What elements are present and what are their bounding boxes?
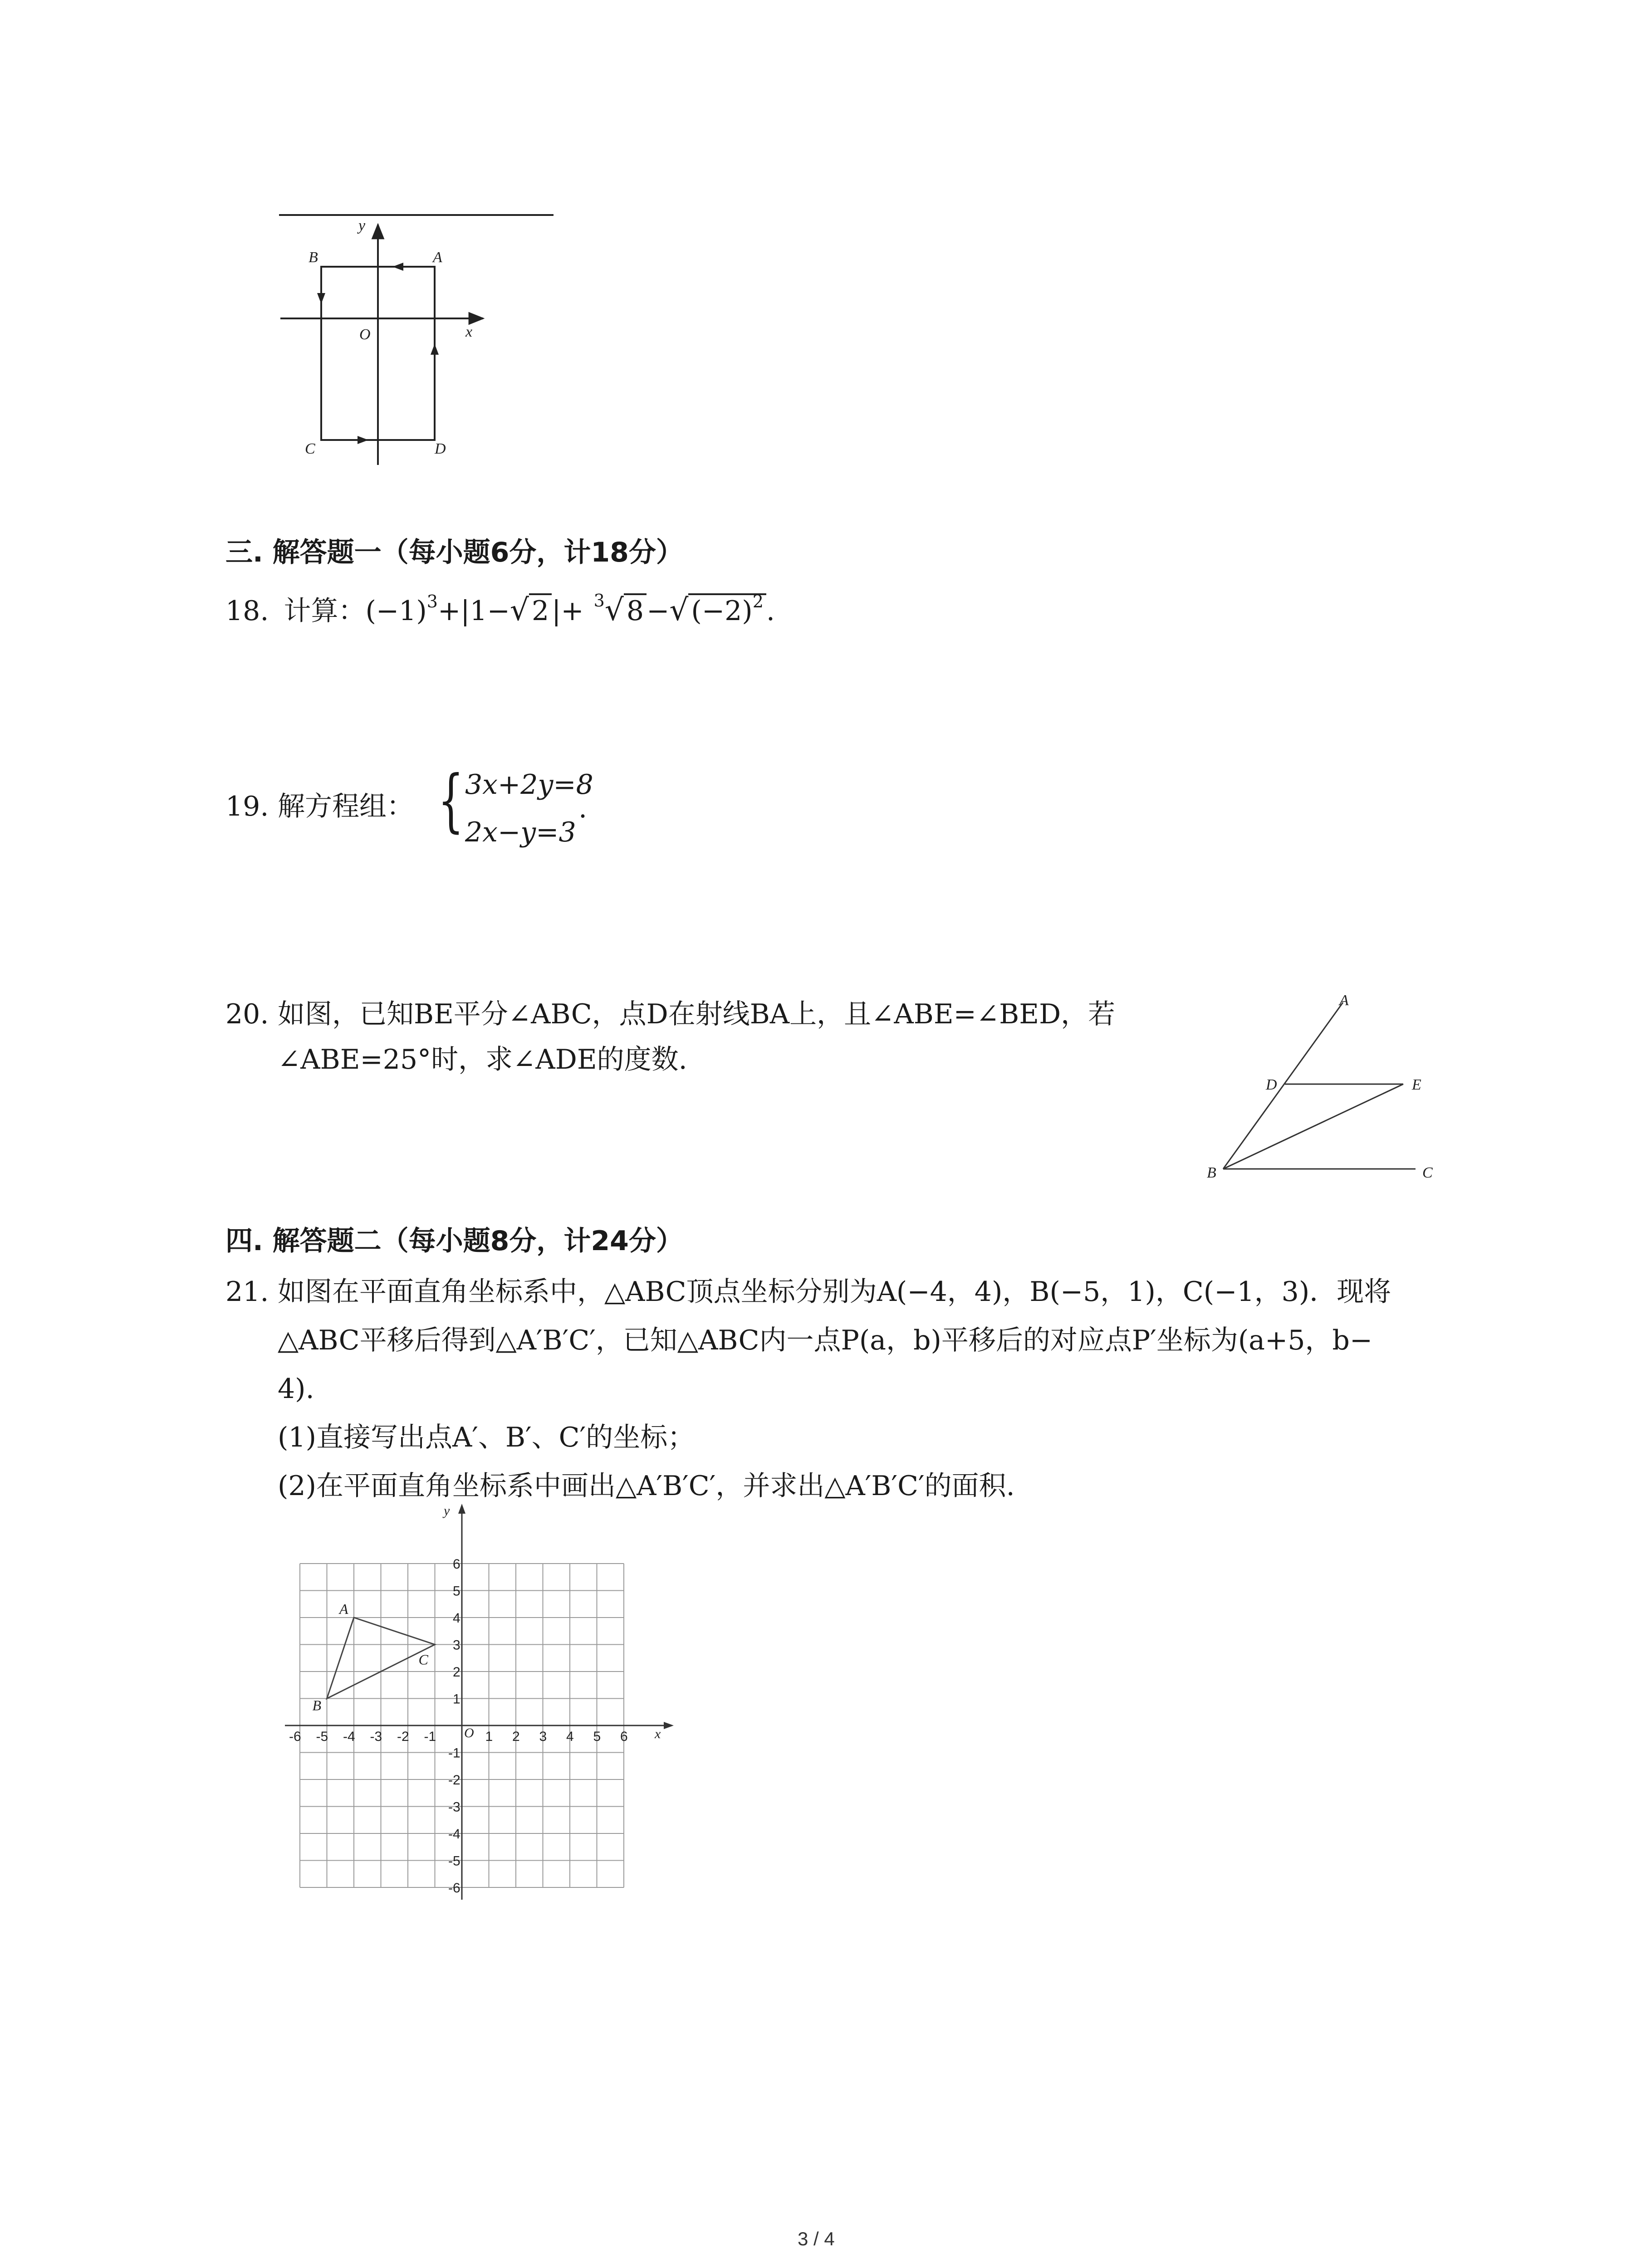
- q21-line-3: 4).: [278, 1373, 314, 1405]
- grid-label-O: O: [464, 1725, 474, 1740]
- grid-y-tick-label: 2: [453, 1665, 460, 1680]
- q18-end: .: [766, 595, 775, 627]
- arrow-C-to-D: [358, 436, 368, 444]
- q20-line-2: ∠ABE=25°时，求∠ADE的度数.: [278, 1044, 687, 1075]
- sqrt-icon: √: [509, 592, 529, 627]
- arrow-B-to-C: [317, 293, 325, 304]
- fig17-label-A: A: [433, 249, 442, 266]
- fig17-label-O: O: [359, 326, 371, 343]
- grid-y-tick-label: -2: [448, 1773, 460, 1788]
- grid-x-tick-labels: [289, 1729, 628, 1744]
- grid-x-tick-label: 5: [593, 1729, 601, 1744]
- q21-line-1: 如图在平面直角坐标系中，△ABC顶点坐标分别为A(−4，4)，B(−5，1)，C(−1，3)．现将: [278, 1276, 1391, 1308]
- grid-x-tick-label: 6: [620, 1729, 628, 1744]
- grid-x-tick-label: -1: [424, 1729, 436, 1744]
- fig20-label-A: A: [1339, 992, 1349, 1009]
- q19-end: .: [578, 792, 588, 824]
- fig17-label-y: y: [358, 217, 366, 234]
- q21-line-2: △ABC平移后得到△A′B′C′，已知△ABC内一点P(a，b)平移后的对应点P′坐标为(a+5，b−: [278, 1325, 1373, 1356]
- fig20-label-B: B: [1207, 1164, 1216, 1181]
- q21-number: 21.: [225, 1276, 269, 1308]
- grid-y-tick-label: -6: [448, 1881, 460, 1896]
- q20-line-1: 如图，已知BE平分∠ABC，点D在射线BA上，且∠ABE=∠BED，若: [278, 998, 1116, 1030]
- q19-equation-1: 3x+2y=8: [465, 769, 593, 801]
- arrow-D-to-A: [431, 344, 439, 355]
- grid-y-tick-label: -1: [448, 1745, 460, 1761]
- grid-x-tick-label: 2: [512, 1729, 520, 1744]
- page-number: 3 / 4: [798, 2228, 835, 2249]
- grid-x-tick-label: 1: [485, 1729, 493, 1744]
- grid-y-tick-label: 5: [453, 1584, 460, 1599]
- grid-x-tick-label: 4: [566, 1729, 574, 1744]
- q18-term1: (−1): [365, 595, 427, 627]
- figure-20-angle: [1189, 989, 1479, 1188]
- figure-21-coordinate-grid: [272, 1497, 681, 1905]
- q20-number: 20.: [225, 998, 269, 1030]
- sqrt-icon: √: [604, 592, 624, 627]
- grid-x-axis-arrow-icon: [664, 1722, 674, 1729]
- q21-part-1: (1)直接写出点A′、B′、C′的坐标；: [278, 1422, 695, 1453]
- figure-17-rectangle-path: [263, 200, 581, 472]
- fig17-label-x: x: [465, 323, 473, 340]
- q18-prefix: 计算：: [284, 595, 366, 627]
- grid-x-tick-label: -2: [397, 1729, 409, 1744]
- q18-term4-radicand: (−2): [691, 595, 753, 627]
- grid-x-tick-label: -3: [370, 1729, 382, 1744]
- fig17-label-B: B: [309, 249, 318, 266]
- q18-term4-minus: −: [647, 595, 670, 627]
- ray-BA: [1223, 1002, 1343, 1169]
- segment-BE: [1223, 1084, 1403, 1169]
- grid-y-tick-label: 1: [453, 1691, 460, 1707]
- grid-x-tick-label: -4: [343, 1729, 355, 1744]
- section-3-heading: 三. 解答题一（每小题6分，计18分）: [225, 537, 683, 568]
- grid-label-x: x: [655, 1726, 661, 1741]
- vertex-label-C: C: [418, 1651, 428, 1668]
- grid-y-tick-label: -4: [448, 1827, 460, 1842]
- q19-equation-2: 2x−y=3: [465, 816, 576, 848]
- grid-x-tick-label: 3: [539, 1729, 547, 1744]
- grid-x-tick-label: -5: [316, 1729, 328, 1744]
- fig20-label-E: E: [1412, 1076, 1421, 1093]
- q18-number: 18.: [225, 595, 269, 627]
- grid-y-axis-arrow-icon: [458, 1504, 465, 1514]
- arrow-A-to-B: [392, 263, 403, 271]
- q18-term2: +|1−: [437, 595, 510, 627]
- grid-x-tick-label: -6: [289, 1729, 301, 1744]
- fig20-label-D: D: [1266, 1076, 1277, 1093]
- question-18: [225, 592, 775, 625]
- q18-term3-index: 3: [593, 591, 605, 611]
- grid-y-tick-label: 6: [453, 1557, 460, 1572]
- vertex-label-B: B: [312, 1697, 322, 1714]
- q18-term2-radicand: 2: [529, 593, 552, 627]
- section-4-heading: 四. 解答题二（每小题8分，计24分）: [225, 1225, 683, 1257]
- q18-term4-exponent: 2: [752, 591, 764, 611]
- fig20-label-C: C: [1422, 1164, 1433, 1181]
- grid-y-tick-label: 4: [453, 1611, 460, 1626]
- q19-prefix: 解方程组：: [278, 791, 414, 822]
- q19-number: 19.: [225, 791, 269, 822]
- q18-term3-radicand: 8: [624, 593, 647, 627]
- brace-icon: {: [438, 761, 464, 840]
- fig17-label-C: C: [305, 440, 315, 457]
- sqrt-icon: √: [669, 592, 689, 627]
- grid-y-tick-label: -3: [448, 1799, 460, 1815]
- fig17-label-D: D: [435, 440, 446, 457]
- grid-y-tick-label: -5: [448, 1853, 460, 1869]
- q21-part-2: (2)在平面直角坐标系中画出△A′B′C′，并求出△A′B′C′的面积.: [278, 1470, 1015, 1502]
- q18-term1-exponent: 3: [426, 591, 438, 611]
- q18-term4-radicand-group: [688, 593, 766, 627]
- q18-term2-end: |+: [552, 595, 584, 627]
- grid-label-y: y: [444, 1503, 450, 1518]
- grid-y-tick-label: 3: [453, 1637, 460, 1653]
- vertex-label-A: A: [339, 1601, 348, 1617]
